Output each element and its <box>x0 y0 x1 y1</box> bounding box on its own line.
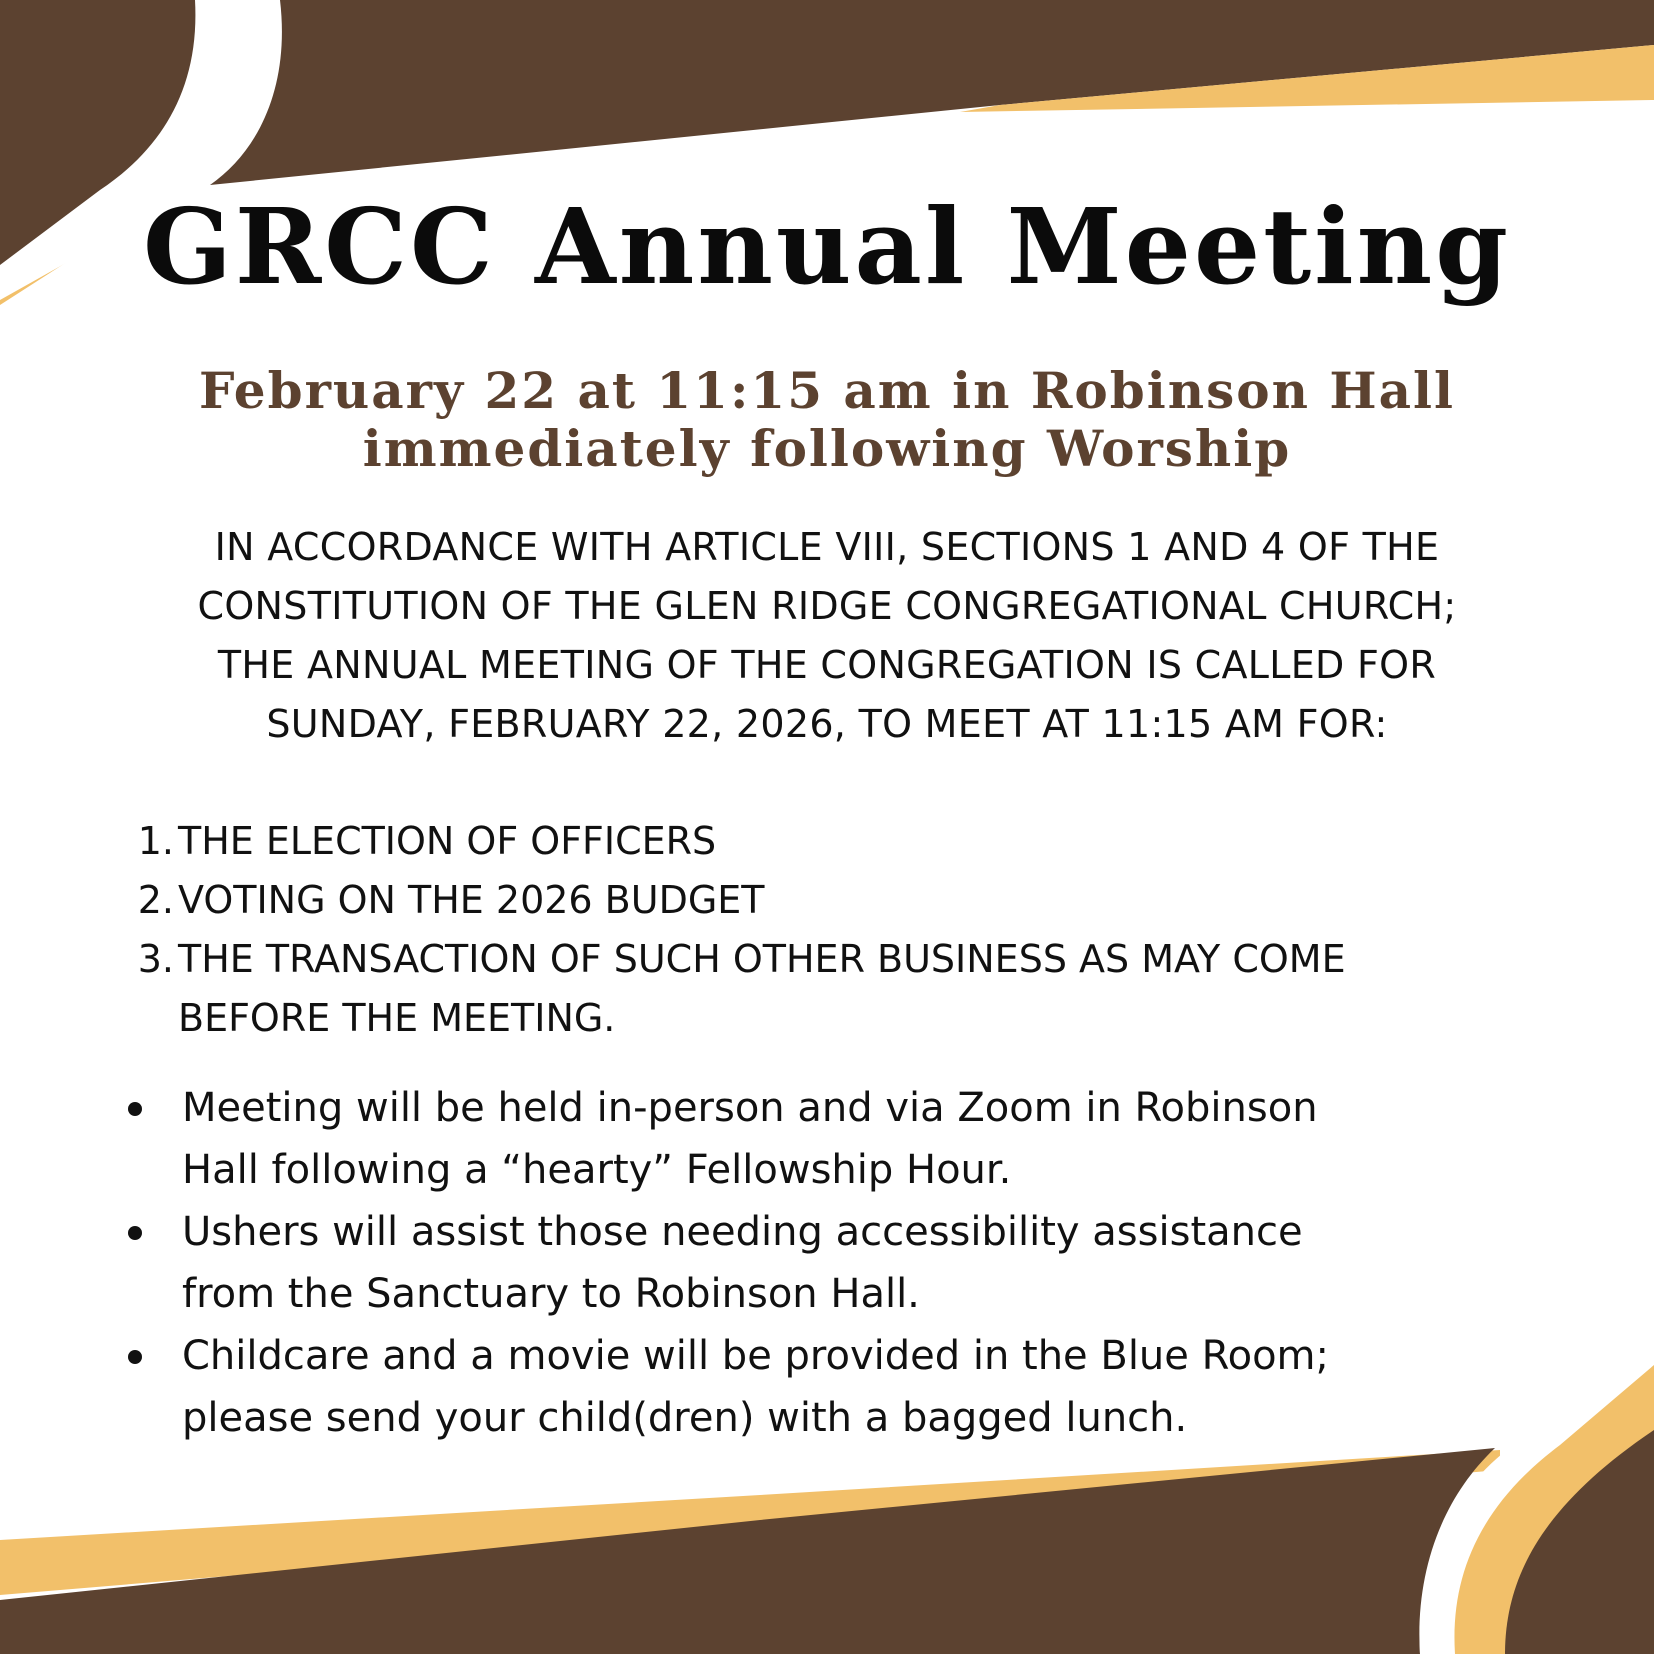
notice-line: THE ANNUAL MEETING OF THE CONGREGATION IS CALLED FOR <box>217 643 1437 687</box>
note-text: Ushers will assist those needing accessibility assistance <box>182 1209 1303 1255</box>
note-text: from the Sanctuary to Robinson Hall. <box>182 1271 920 1317</box>
agenda-number: 3. <box>137 937 174 981</box>
note-text: Childcare and a movie will be provided in the Blue Room; <box>182 1333 1329 1379</box>
agenda-item <box>130 930 1590 1048</box>
page-title: GRCC Annual Meeting <box>143 185 1511 308</box>
agenda-number: 1. <box>137 819 174 863</box>
note-item <box>122 1325 1542 1449</box>
agenda-item <box>130 812 1590 871</box>
agenda-text: VOTING ON THE 2026 BUDGET <box>178 878 765 922</box>
notice-line: SUNDAY, FEBRUARY 22, 2026, TO MEET AT 11:15 AM FOR: <box>266 702 1388 746</box>
agenda-number: 2. <box>137 878 174 922</box>
agenda-list <box>130 812 1590 1048</box>
meeting-details <box>0 362 1654 478</box>
note-text: Hall following a “hearty” Fellowship Hour. <box>182 1147 1012 1193</box>
notice-line: CONSTITUTION OF THE GLEN RIDGE CONGREGATIONAL CHURCH; <box>197 584 1457 628</box>
notice-line: IN ACCORDANCE WITH ARTICLE VIII, SECTIONS 1 AND 4 OF THE <box>214 525 1440 569</box>
constitutional-notice <box>90 518 1564 754</box>
note-text: Meeting will be held in-person and via Zoom in Robinson <box>182 1085 1318 1131</box>
agenda-text: BEFORE THE MEETING. <box>178 996 616 1040</box>
note-item <box>122 1201 1542 1325</box>
agenda-text: THE TRANSACTION OF SUCH OTHER BUSINESS AS MAY COME <box>178 937 1346 981</box>
agenda-item <box>130 871 1590 930</box>
meeting-time-location: February 22 at 11:15 am in Robinson Hall <box>199 361 1455 420</box>
meeting-notes-list <box>122 1077 1542 1449</box>
meeting-timing-note: immediately following Worship <box>362 419 1292 478</box>
note-text: please send your child(dren) with a bagged lunch. <box>182 1395 1188 1441</box>
bullet-icon <box>128 1226 142 1240</box>
bullet-icon <box>128 1350 142 1364</box>
agenda-text: THE ELECTION OF OFFICERS <box>178 819 717 863</box>
note-item <box>122 1077 1542 1201</box>
bullet-icon <box>128 1102 142 1116</box>
